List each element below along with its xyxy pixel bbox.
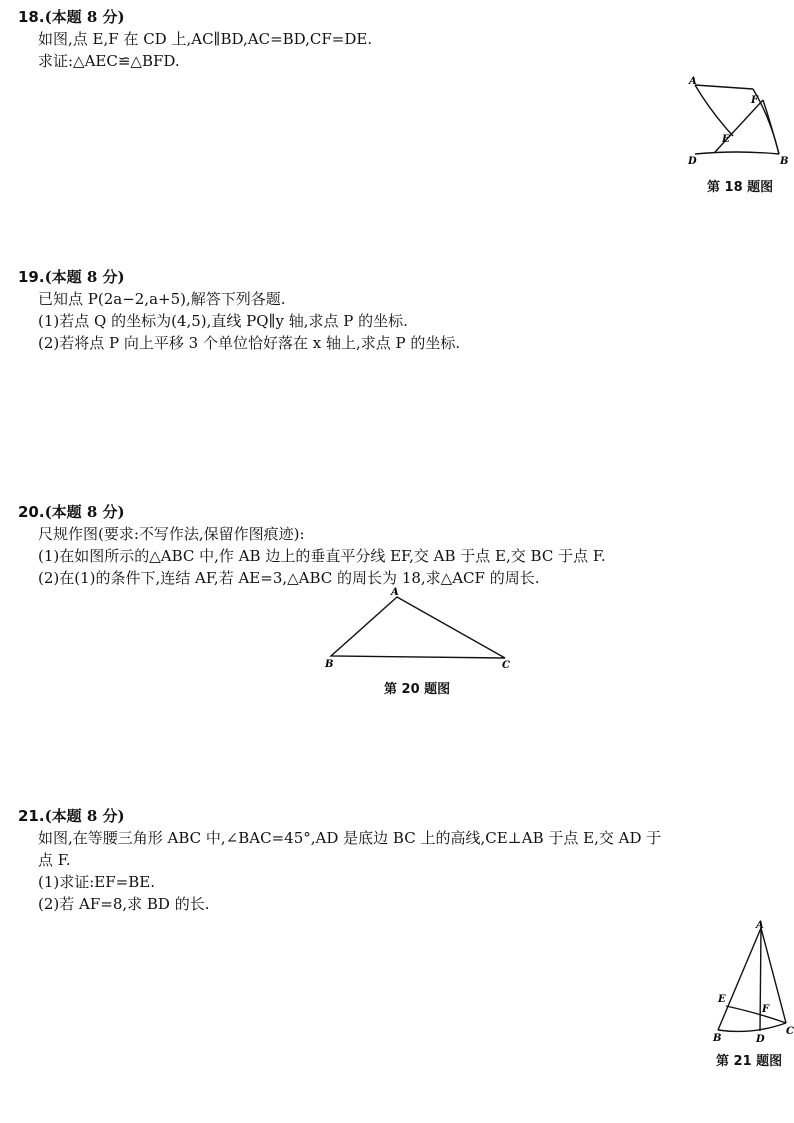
segment-ab bbox=[718, 928, 761, 1030]
label-b: B bbox=[325, 659, 334, 670]
question-20-header bbox=[18, 501, 788, 523]
question-points: (本题 8 分) bbox=[44, 807, 125, 825]
question-text-line: 点 F. bbox=[38, 851, 71, 869]
segment-ae bbox=[695, 85, 733, 136]
segment-db bbox=[695, 152, 779, 154]
question-text-line: (1)若点 Q 的坐标为(4,5),直线 PQ∥y 轴,求点 P 的坐标. bbox=[38, 312, 408, 330]
label-b: B bbox=[713, 1033, 722, 1043]
label-b: B bbox=[780, 156, 789, 167]
label-c: C bbox=[786, 1026, 794, 1037]
label-d: D bbox=[688, 156, 697, 167]
question-text-line: 求证:△AEC≌△BFD. bbox=[38, 52, 180, 70]
triangle-abc bbox=[331, 597, 505, 658]
label-e: E bbox=[718, 994, 726, 1005]
question-18 bbox=[18, 6, 788, 72]
question-text-line: 如图,点 E,F 在 CD 上,AC∥BD,AC=BD,CF=DE. bbox=[38, 30, 373, 48]
figure-20-caption: 第 20 题图 bbox=[384, 682, 451, 697]
question-text-line: (2)在(1)的条件下,连结 AF,若 AE=3,△ABC 的周长为 18,求△ACF 的周长. bbox=[38, 569, 540, 587]
figure-21-diagram bbox=[710, 918, 794, 1043]
question-number: 21. bbox=[18, 807, 45, 825]
question-points: (本题 8 分) bbox=[44, 268, 125, 286]
question-text-line: (1)在如图所示的△ABC 中,作 AB 边上的垂直平分线 EF,交 AB 于点 E,交 BC 于点 F. bbox=[38, 547, 606, 565]
label-e: E bbox=[722, 134, 730, 145]
question-19 bbox=[18, 266, 788, 354]
segment-fb bbox=[763, 100, 779, 154]
segment-bc bbox=[718, 1023, 786, 1031]
figure-20-diagram bbox=[320, 585, 520, 670]
figure-18-caption: 第 18 题图 bbox=[707, 180, 774, 195]
question-number: 19. bbox=[18, 268, 45, 286]
question-21-header bbox=[18, 805, 788, 827]
question-text-line: (2)若将点 P 向上平移 3 个单位恰好落在 x 轴上,求点 P 的坐标. bbox=[38, 334, 461, 352]
question-text-line: (1)求证:EF=BE. bbox=[38, 873, 155, 891]
question-points: (本题 8 分) bbox=[44, 503, 125, 521]
question-number: 18. bbox=[18, 8, 45, 26]
question-text-line: (2)若 AF=8,求 BD 的长. bbox=[38, 895, 210, 913]
question-text-line: 尺规作图(要求:不写作法,保留作图痕迹): bbox=[38, 525, 305, 543]
label-d: D bbox=[756, 1034, 765, 1043]
label-f: F bbox=[751, 95, 759, 106]
question-20 bbox=[18, 501, 788, 589]
question-number: 20. bbox=[18, 503, 45, 521]
figure-21-caption: 第 21 题图 bbox=[716, 1054, 783, 1069]
label-c: C bbox=[502, 660, 510, 670]
label-a: A bbox=[756, 920, 764, 931]
question-text-line: 已知点 P(2a−2,a+5),解答下列各题. bbox=[38, 290, 286, 308]
label-a: A bbox=[689, 76, 697, 87]
question-points: (本题 8 分) bbox=[44, 8, 125, 26]
question-19-header bbox=[18, 266, 788, 288]
segment-ac bbox=[695, 85, 753, 89]
label-a: A bbox=[391, 587, 399, 598]
figure-18-diagram bbox=[685, 72, 790, 172]
label-f: F bbox=[762, 1004, 770, 1015]
question-21 bbox=[18, 805, 788, 915]
segment-ec bbox=[726, 1006, 786, 1023]
question-18-header bbox=[18, 6, 788, 28]
question-text-line: 如图,在等腰三角形 ABC 中,∠BAC=45°,AD 是底边 BC 上的高线,CE⊥AB 于点 E,交 AD 于 bbox=[38, 829, 662, 847]
